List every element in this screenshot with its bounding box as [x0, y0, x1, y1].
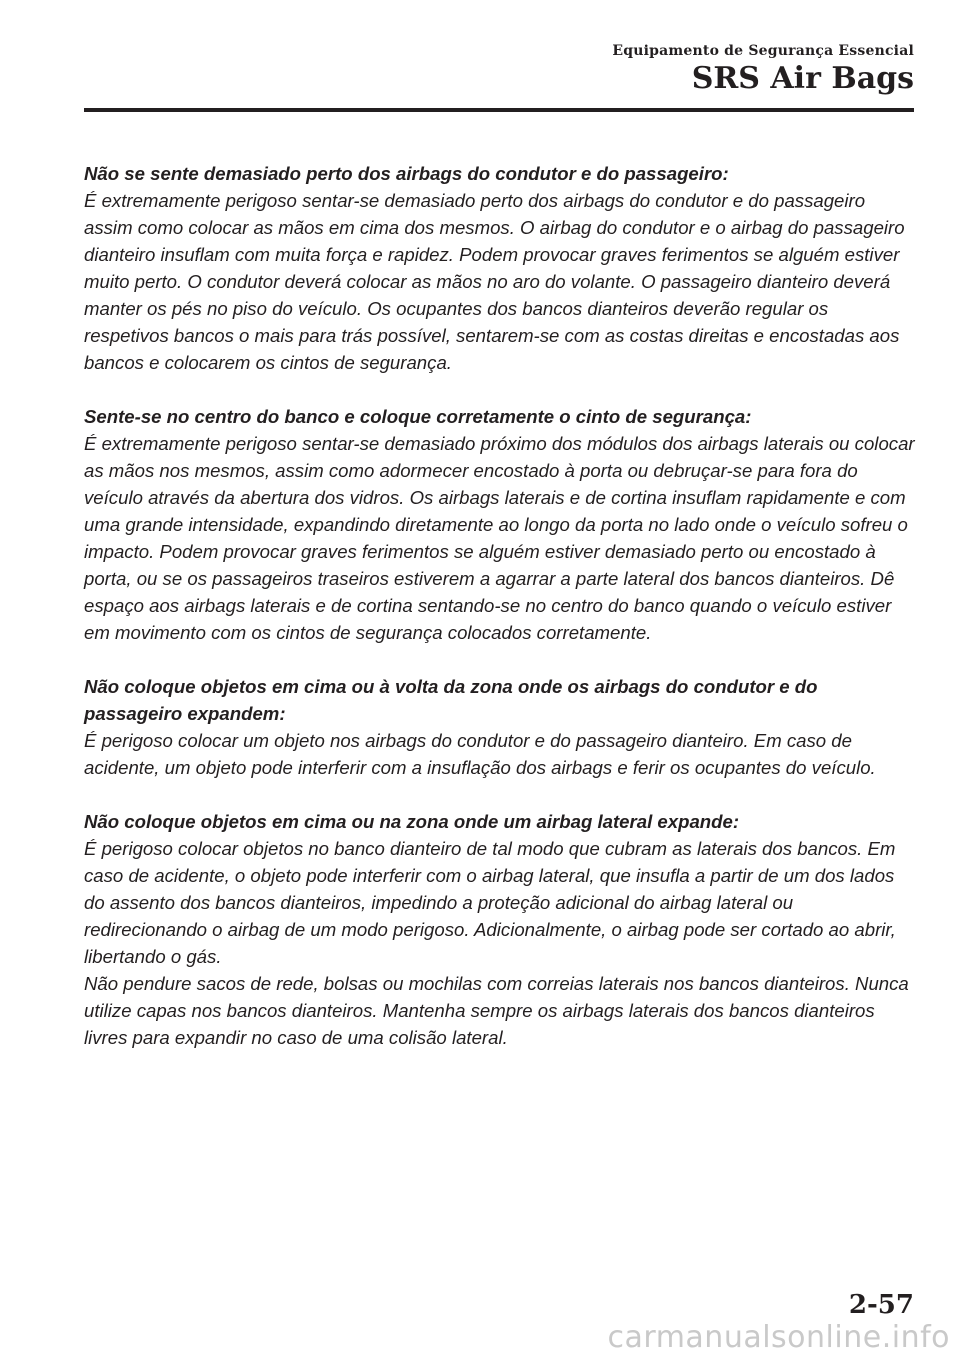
warning-block	[84, 160, 916, 376]
page-header	[84, 42, 914, 98]
block-paragraph: É extremamente perigoso sentar-se demasiado perto dos airbags do condutor e do passageiro assim como colocar as mãos em cima dos mesmos. O airbag do condutor e o airbag do passageiro dianteiro insuflam com muita força e rapidez. Podem provocar graves ferimentos se alguém estiver muito perto. O condutor deverá colocar as mãos no aro do volante. O passageiro dianteiro deverá manter os pés no piso do veículo. Os ocupantes dos bancos dianteiros deverão regular os respetivos bancos o mais para trás possível, sentarem-se com as costas direitas e encostadas aos bancos e colocarem os cintos de segurança.	[84, 190, 905, 373]
page-number: 2-57	[848, 1290, 914, 1320]
block-paragraph: É extremamente perigoso sentar-se demasiado próximo dos módulos dos airbags laterais ou colocar as mãos nos mesmos, assim como adormecer encostado à porta ou debruçar-se para fora do veículo através da abertura dos vidros. Os airbags laterais e de cortina insuflam rapidamente e com uma grande intensidade, expandindo diretamente ao longo da porta no lado onde o veículo sofreu o impacto. Podem provocar graves ferimentos se alguém estiver demasiado perto ou encostado à porta, ou se os passageiros traseiros estiverem a agarrar a parte lateral dos bancos dianteiros. Dê espaço aos airbags laterais e de cortina sentando-se no centro do banco quando o veículo estiver em movimento com os cintos de segurança colocados corretamente.	[84, 433, 915, 643]
block-heading: Sente-se no centro do banco e coloque corretamente o cinto de segurança:	[84, 406, 752, 427]
warning-block	[84, 673, 916, 781]
block-paragraph: É perigoso colocar um objeto nos airbags do condutor e do passageiro dianteiro. Em caso de acidente, um objeto pode interferir com a insuflação dos airbags e ferir os ocupantes do veículo.	[84, 730, 876, 778]
header-divider	[84, 108, 914, 112]
warning-block	[84, 403, 916, 646]
warning-block	[84, 808, 916, 1051]
main-content	[84, 160, 916, 1078]
chapter-title: SRS Air Bags	[691, 61, 914, 96]
watermark-text: carmanualsonline.info	[607, 1320, 950, 1355]
block-heading: Não coloque objetos em cima ou na zona onde um airbag lateral expande:	[84, 811, 740, 832]
block-paragraph: Não pendure sacos de rede, bolsas ou mochilas com correias laterais nos bancos dianteiros. Nunca utilize capas nos bancos dianteiros. Mantenha sempre os airbags laterais dos bancos dianteiros livres para expandir no caso de uma colisão lateral.	[84, 973, 909, 1048]
block-heading: Não se sente demasiado perto dos airbags do condutor e do passageiro:	[84, 163, 729, 184]
block-paragraph: É perigoso colocar objetos no banco dianteiro de tal modo que cubram as laterais dos bancos. Em caso de acidente, o objeto pode interferir com o airbag lateral, que insufla a partir de um dos lados do assento dos bancos dianteiros, impedindo a proteção adicional do airbag lateral ou redirecionando o airbag de um modo perigoso. Adicionalmente, o airbag pode ser cortado ao abrir, libertando o gás.	[84, 838, 896, 967]
section-name: Equipamento de Segurança Essencial	[612, 43, 914, 59]
block-heading: Não coloque objetos em cima ou à volta da zona onde os airbags do condutor e do passageiro expandem:	[84, 676, 818, 724]
